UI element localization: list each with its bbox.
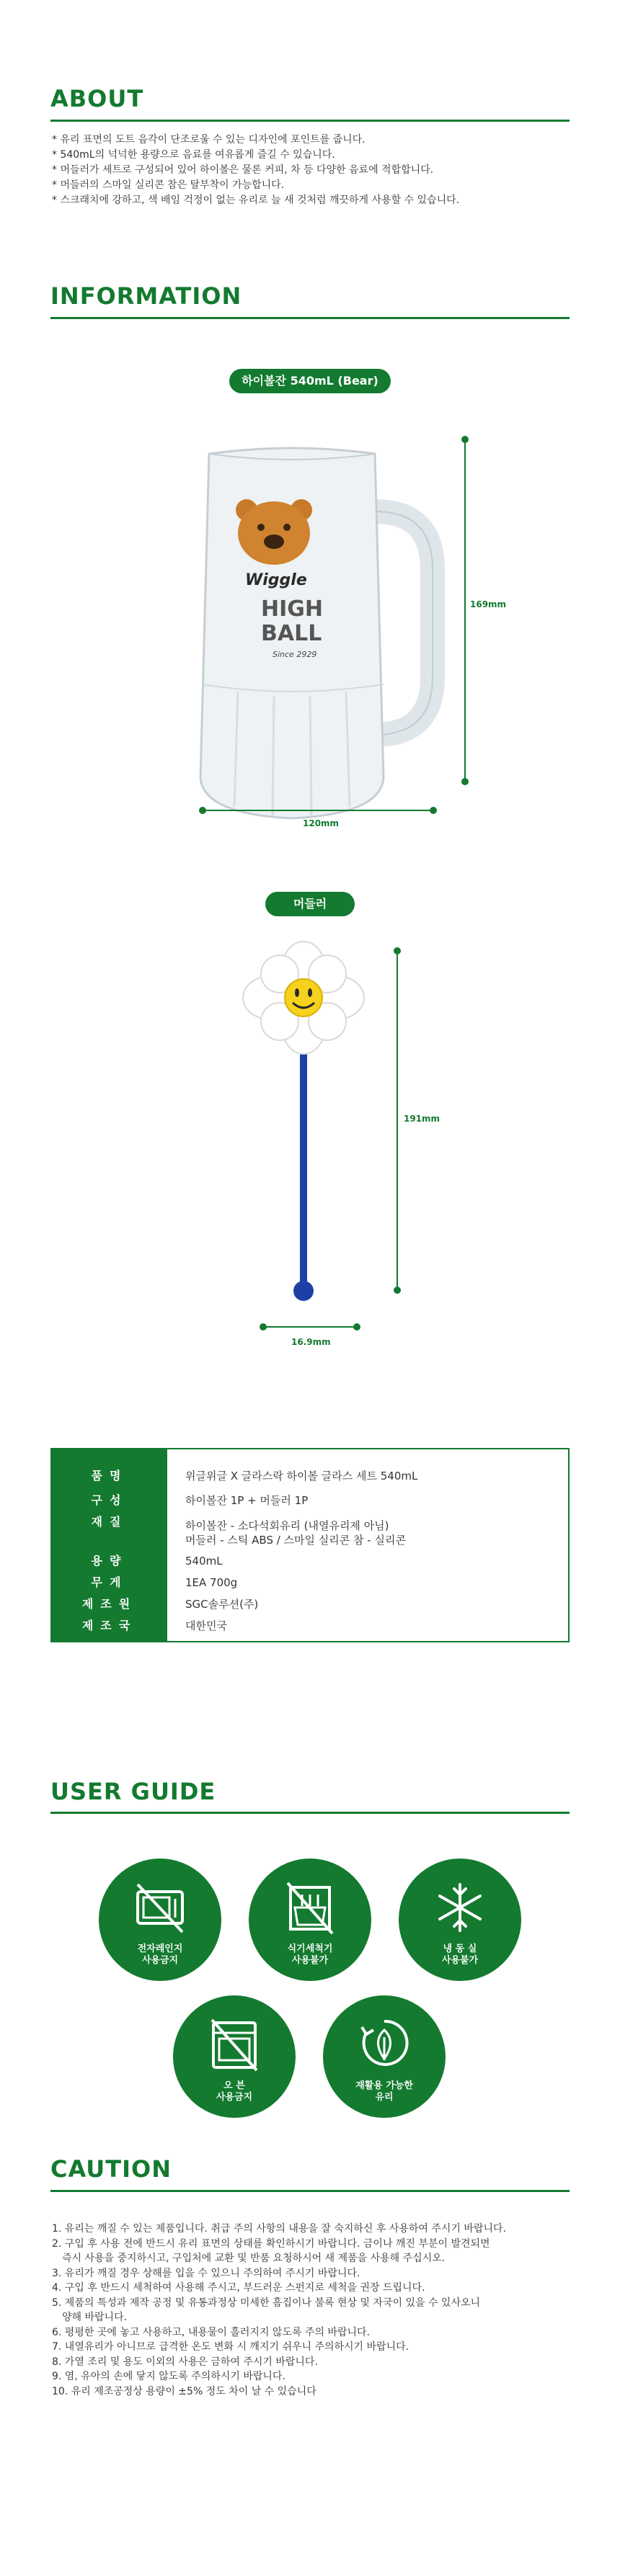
spec-row — [52, 1572, 568, 1593]
spec-value: SGC솔루션(주) — [185, 1598, 259, 1611]
spec-key: 제조원 — [81, 1597, 138, 1611]
caution-item: 1. 유리는 깨질 수 있는 제품입니다. 취급 주의 사항의 내용을 잘 숙지하신 후 사용하여 주시기 바랍니다. — [52, 2223, 506, 2235]
glass-logo-script: Wiggle — [245, 571, 307, 589]
spec-value: 위글위글 X 글라스락 하이볼 글라스 세트 540mL — [185, 1470, 418, 1482]
guide-recycle — [323, 1995, 446, 2118]
glass-width-label: 120mm — [303, 818, 340, 828]
spec-key: 용량 — [91, 1554, 128, 1567]
about-divider — [50, 120, 570, 122]
spec-value: 하이볼잔 1P + 머들러 1P — [185, 1494, 309, 1507]
caution-item: 5. 제품의 특성과 제작 공정 및 유통과정상 미세한 흠집이나 불록 현상 및 자국이 있을 수 있사오니 — [52, 2297, 481, 2309]
about-bullet: * 540mL의 넉넉한 용량으로 음료를 여유롭게 즐길 수 있습니다. — [52, 149, 335, 161]
spec-value: 1EA 700g — [185, 1576, 238, 1589]
oven-prohibited-icon — [209, 2016, 260, 2073]
spec-row — [52, 1490, 568, 1511]
spec-key: 품명 — [91, 1469, 128, 1482]
caution-item: 2. 구입 후 사용 전에 반드시 유리 표면의 상태를 확인하시기 바랍니다. 금이나 깨진 부분이 발견되면 — [52, 2237, 490, 2250]
glass-pill: 하이볼잔 540mL (Bear) — [229, 369, 391, 393]
guide-oven — [173, 1995, 296, 2118]
about-bullet: * 머들러의 스마일 실리콘 참은 탈부착이 가능합니다. — [52, 179, 285, 191]
guide-microwave — [99, 1859, 221, 1981]
spec-key: 구성 — [91, 1493, 128, 1507]
dim-dot — [353, 1323, 360, 1331]
guide-label: 전자레인지 사용금지 — [137, 1944, 183, 1966]
caution-item: 6. 평평한 곳에 놓고 사용하고, 내용물이 흘러지지 않도록 주의 바랍니다. — [52, 2326, 370, 2338]
spec-key: 무게 — [91, 1575, 128, 1589]
dim-dot — [461, 778, 469, 785]
spec-row — [52, 1550, 568, 1572]
caution-item: 4. 구입 후 반드시 세척하여 사용해 주시고, 부드러운 스펀지로 세척을 권장 드립니다. — [52, 2282, 425, 2294]
about-title: ABOUT — [50, 85, 144, 112]
muddler-width-label: 16.9mm — [291, 1337, 331, 1347]
about-bullet: * 스크래치에 강하고, 색 배임 걱정이 없는 유리로 늘 새 것처럼 깨끗하게 사용할 수 있습니다. — [52, 194, 460, 206]
spec-row — [52, 1615, 568, 1637]
dishwasher-prohibited-icon — [285, 1879, 335, 1936]
spec-row — [52, 1593, 568, 1615]
glass-logo-line2: BALL — [261, 621, 322, 646]
dim-dot — [430, 807, 437, 814]
caution-item: 9. 염, 유아의 손에 닿지 않도록 주의하시기 바랍니다. — [52, 2371, 285, 2382]
caution-item: 양해 바랍니다. — [62, 2312, 128, 2323]
spec-row — [52, 1465, 568, 1487]
guide-dishwasher — [249, 1859, 371, 1981]
spec-row — [52, 1511, 568, 1547]
freezer-prohibited-icon — [435, 1879, 485, 1936]
guide-label: 식기세척기 사용불가 — [287, 1944, 333, 1966]
guide-freezer — [399, 1859, 521, 1981]
about-bullet: * 머들러가 세트로 구성되어 있어 하이볼은 물론 커피, 차 등 다양한 음료에 적합합니다. — [52, 164, 434, 176]
caution-divider — [50, 2190, 570, 2192]
information-title: INFORMATION — [50, 282, 242, 310]
caution-item: 7. 내열유리가 아니므로 급격한 온도 변화 시 깨지기 쉬우니 주의하시기 바랍니다. — [52, 2341, 409, 2353]
user-guide-title: USER GUIDE — [50, 1778, 216, 1805]
guide-label: 냉 동 실 사용불가 — [441, 1944, 479, 1966]
microwave-prohibited-icon — [135, 1879, 185, 1936]
spec-value: 대한민국 — [185, 1619, 227, 1632]
spec-value: 하이볼잔 - 소다석회유리 (내열유리제 아님) — [185, 1519, 389, 1532]
caution-title: CAUTION — [50, 2155, 172, 2183]
dim-dot — [394, 1287, 401, 1294]
spec-key: 제조국 — [81, 1619, 138, 1632]
caution-item: 즉시 사용을 중지하시고, 구입처에 교환 및 반품 요청하시어 새 제품을 사용해 주십시오. — [62, 2253, 446, 2264]
information-divider — [50, 317, 570, 319]
muddler-width-line — [262, 1326, 356, 1328]
glass-height-line — [464, 439, 466, 782]
glass-height-label: 169mm — [470, 599, 507, 609]
muddler-image — [231, 936, 375, 1311]
spec-table — [50, 1448, 570, 1642]
about-bullet: * 유리 표면의 도트 음각이 단조로울 수 있는 디자인에 포인트를 줍니다. — [52, 134, 366, 146]
caution-item: 3. 유리가 깨질 경우 상해를 입을 수 있으니 주의하여 주시기 바랍니다. — [52, 2267, 360, 2279]
user-guide-divider — [50, 1812, 570, 1814]
spec-key: 재질 — [91, 1515, 128, 1529]
guide-label: 오 븐 사용금지 — [216, 2080, 253, 2103]
caution-list — [52, 2222, 578, 2399]
caution-item: 10. 유리 제조공정상 용량이 ±5% 정도 차이 날 수 있습니다 — [52, 2385, 316, 2397]
muddler-height-line — [397, 951, 398, 1289]
about-list — [52, 133, 571, 208]
glass-width-line — [202, 810, 433, 811]
spec-value: 540mL — [185, 1555, 223, 1567]
highball-glass-image — [195, 439, 461, 828]
guide-label: 재활용 가능한 유리 — [355, 2080, 413, 2103]
caution-item: 8. 가열 조리 및 용도 이외의 사용은 금하여 주시기 바랍니다. — [52, 2356, 318, 2368]
recyclable-glass-icon — [359, 2016, 409, 2073]
muddler-pill: 머들러 — [265, 892, 355, 916]
muddler-height-label: 191mm — [404, 1114, 440, 1124]
glass-logo-since: Since 2929 — [273, 650, 317, 659]
spec-value-2: 머들러 - 스틱 ABS / 스마일 실리콘 참 - 실리콘 — [185, 1534, 406, 1547]
glass-logo-line1: HIGH — [261, 596, 324, 622]
